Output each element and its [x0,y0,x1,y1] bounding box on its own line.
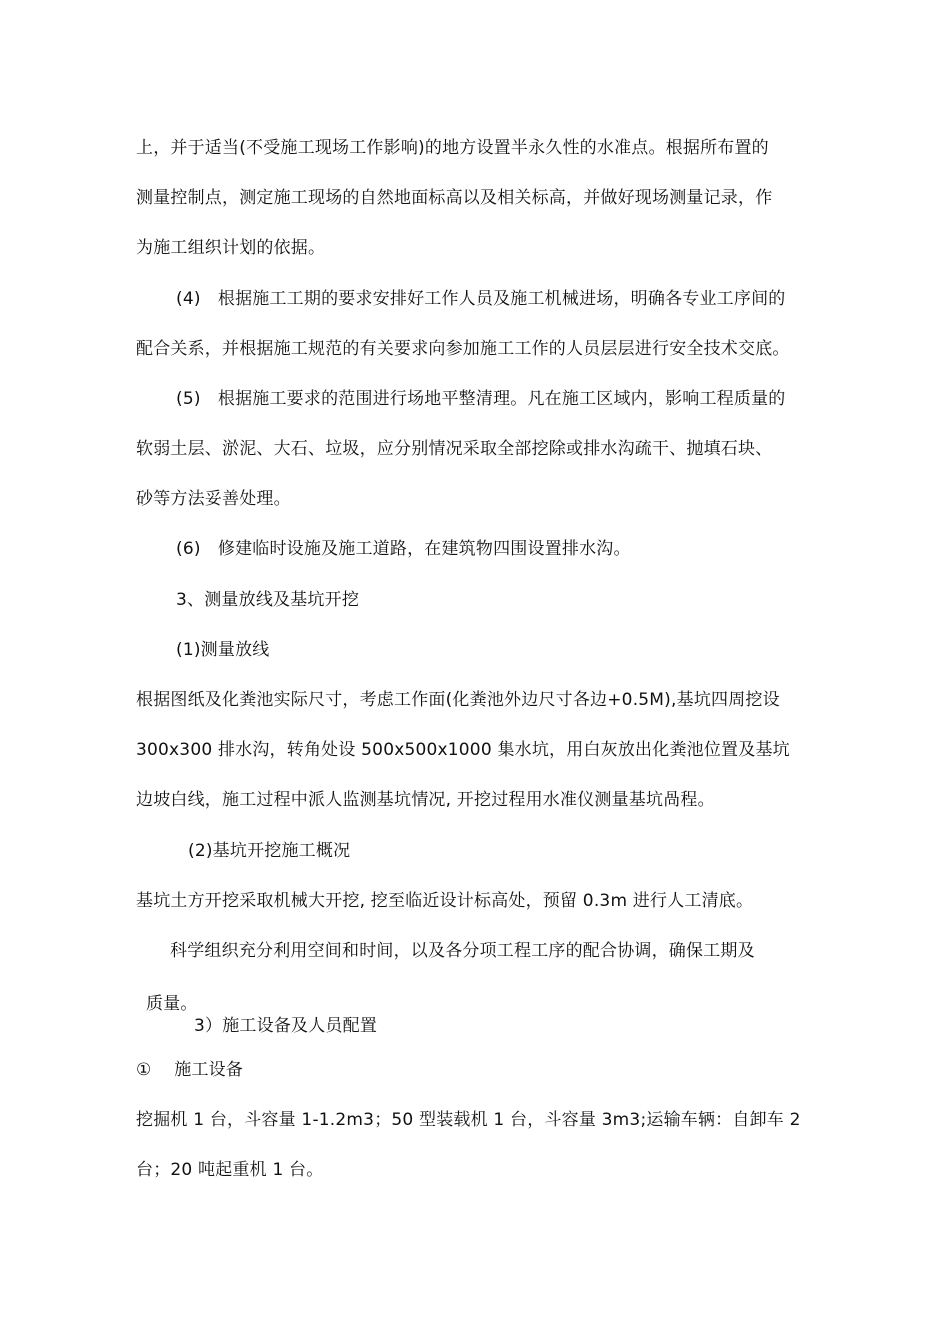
paragraph-line: 质量。 [146,994,198,1014]
subsection-heading: (1)测量放线 [176,640,270,660]
paragraph-line: 为施工组织计划的依据。 [136,238,326,258]
list-item-6: (6) 修建临时设施及施工道路，在建筑物四围设置排水沟。 [176,539,631,559]
subsection-heading: 3）施工设备及人员配置 [194,1016,378,1036]
subsection-heading: (2)基坑开挖施工概况 [188,841,351,861]
paragraph-line: 边坡白线，施工过程中派人监测基坑情况, 开挖过程用水准仪测量基坑咼程。 [136,790,715,810]
list-item-5: (5) 根据施工要求的范围进行场地平整清理。凡在施工区域内，影响工程质量的 [176,389,786,409]
section-heading: 3、测量放线及基坑开挖 [176,590,360,610]
paragraph-line: 测量控制点，测定施工现场的自然地面标高以及相关标高，并做好现场测量记录，作 [136,188,773,208]
paragraph-line: 配合关系，并根据施工规范的有关要求向参加施工工作的人员层层进行安全技术交底。 [136,339,790,359]
paragraph-line: 砂等方法妥善处理。 [136,489,291,509]
paragraph-line: 科学组织充分利用空间和时间，以及各分项工程工序的配合协调，确保工期及 [170,941,755,961]
paragraph-line: 根据图纸及化粪池实际尺寸，考虑工作面(化粪池外边尺寸各边+0.5M),基坑四周挖设 [136,690,780,710]
list-item-4: (4) 根据施工工期的要求安排好工作人员及施工机械进场，明确各专业工序间的 [176,289,786,309]
paragraph-line: 上，并于适当(不受施工现场工作影响)的地方设置半永久性的水准点。根据所布置的 [136,138,769,158]
paragraph-line: 台；20 吨起重机 1 台。 [136,1160,324,1180]
paragraph-line: 挖掘机 1 台，斗容量 1-1.2m3；50 型装载机 1 台，斗容量 3m3;运输车辆：自卸车 2 [136,1110,801,1130]
list-item-circled-1: ① 施工设备 [136,1060,244,1080]
paragraph-line: 300x300 排水沟，转角处设 500x500x1000 集水坑，用白灰放出化粪池位置及基坑 [136,740,790,760]
paragraph-line: 基坑土方开挖采取机械大开挖, 挖至临近设计标高处，预留 0.3m 进行人工清底。 [136,891,754,911]
paragraph-line: 软弱土层、淤泥、大石、垃圾，应分别情况采取全部挖除或排水沟疏干、抛填石块、 [136,439,773,459]
